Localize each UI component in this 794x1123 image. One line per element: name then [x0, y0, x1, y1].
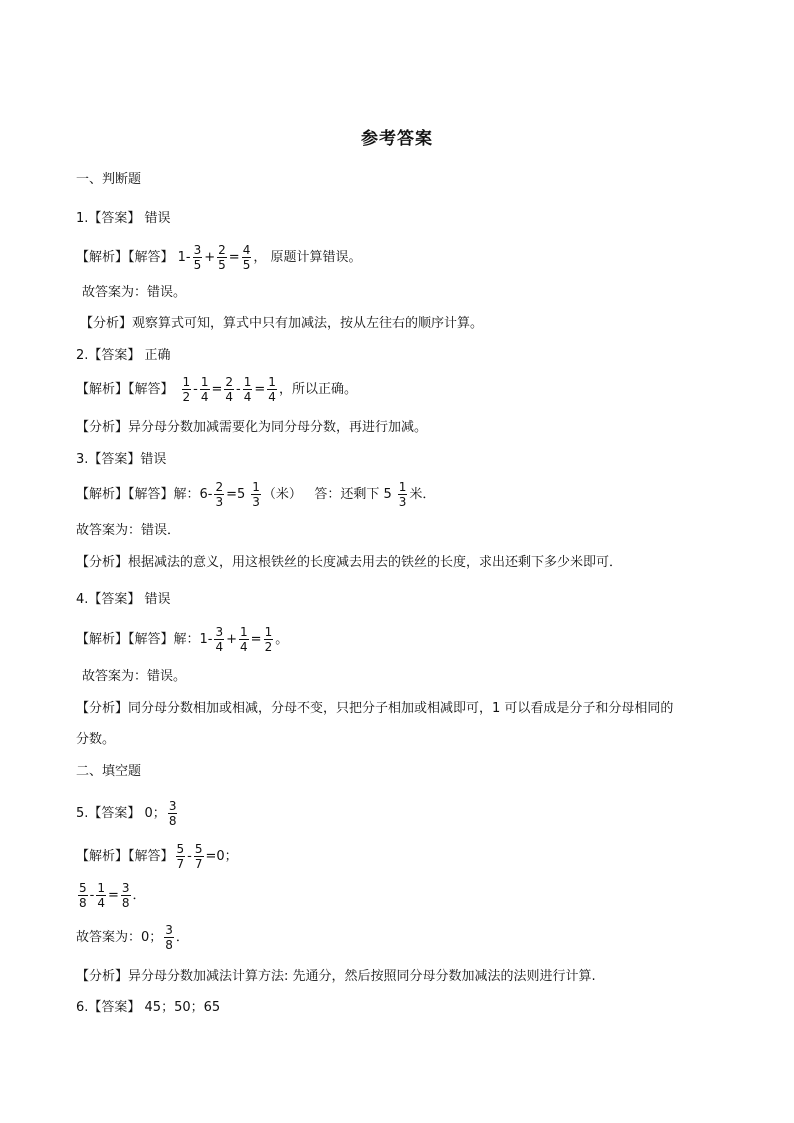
- operator: -: [193, 382, 198, 397]
- q4-analysis-line-1: 【分析】同分母分数相加或相减，分母不变，只把分子相加或相减即可，1 可以看成是分子和分母相同的: [76, 701, 674, 716]
- fraction: $\frac{1}{2}$: [264, 625, 273, 654]
- fraction: $\frac{1}{3}$: [252, 480, 260, 509]
- fraction: $\frac{5}{7}$: [194, 842, 203, 871]
- operator: -: [89, 888, 95, 903]
- fraction: $\frac{3}{8}$: [121, 881, 130, 910]
- fraction: $\frac{1}{2}$: [182, 375, 191, 404]
- q3-analysis: 【分析】根据减法的意义，用这根铁丝的长度减去用去的铁丝的长度，求出还剩下多少米即可．: [76, 555, 623, 570]
- fraction: $\frac{2}{4}$: [225, 375, 234, 404]
- fraction: $\frac{3}{8}$: [165, 923, 173, 952]
- section-heading-fill-in: 二、填空题: [76, 764, 142, 779]
- explanation-suffix: ．: [132, 888, 146, 903]
- fraction: $\frac{2}{5}$: [218, 243, 226, 272]
- explanation-prefix: 【解析】【解答】 1-: [76, 250, 191, 265]
- page-title: 参考答案: [361, 129, 433, 149]
- fraction: $\frac{1}{4}$: [268, 375, 276, 404]
- explanation-suffix: ，所以正确。: [278, 382, 357, 397]
- fraction: $\frac{1}{4}$: [200, 375, 209, 404]
- q4-conclusion: 故答案为：错误。: [82, 669, 187, 684]
- explanation-suffix: 。: [275, 632, 289, 647]
- q3-explanation: [76, 481, 435, 508]
- q1-explanation: [76, 244, 361, 271]
- operator: -: [187, 849, 192, 864]
- fraction: $\frac{3}{8}$: [168, 799, 177, 828]
- q3-conclusion: 故答案为：错误．: [76, 523, 181, 538]
- operator: +: [204, 250, 216, 265]
- fraction: $\frac{3}{5}$: [193, 243, 202, 272]
- fraction: $\frac{3}{4}$: [215, 625, 224, 654]
- explanation-suffix: =0；: [205, 849, 238, 864]
- q1-analysis: 【分析】观察算式可知，算式中只有加减法，按从左往右的顺序计算。: [80, 316, 484, 331]
- explanation-middle: =5: [226, 487, 246, 502]
- fraction: $\frac{2}{3}$: [215, 480, 224, 509]
- operator: +: [226, 632, 238, 647]
- fraction: $\frac{5}{8}$: [79, 881, 87, 910]
- q4-explanation: [76, 626, 288, 653]
- q1-conclusion: 故答案为：错误。: [82, 285, 187, 300]
- q1-answer: 1.【答案】 错误: [76, 211, 171, 226]
- q4-answer: 4.【答案】 错误: [76, 592, 171, 607]
- fraction: $\frac{1}{4}$: [240, 625, 248, 654]
- q5-explanation-line-2: [76, 882, 146, 909]
- q2-answer: 2.【答案】 正确: [76, 348, 171, 363]
- q5-analysis: 【分析】异分母分数加减法计算方法: 先通分，然后按照同分母分数加减法的法则进行计算.: [76, 969, 596, 984]
- answer-prefix: 5.【答案】 0；: [76, 806, 166, 821]
- explanation-prefix: 【解析】【解答】: [76, 849, 174, 864]
- explanation-suffix: 米．: [409, 487, 436, 502]
- q6-answer: 6.【答案】 45；50；65: [76, 1000, 221, 1015]
- explanation-suffix: ， 原题计算错误。: [253, 250, 362, 265]
- conclusion-prefix: 故答案为：0；: [76, 930, 163, 945]
- fraction: $\frac{1}{4}$: [243, 375, 252, 404]
- operator: -: [236, 382, 241, 397]
- conclusion-suffix: ．: [175, 930, 189, 945]
- fraction: $\frac{1}{3}$: [398, 480, 407, 509]
- q2-explanation: [76, 376, 357, 403]
- operator: =: [254, 382, 266, 397]
- explanation-middle: （米） 答：还剩下 5: [262, 487, 392, 502]
- q5-answer: [76, 800, 179, 827]
- operator: =: [107, 888, 119, 903]
- q5-explanation: [76, 843, 238, 870]
- explanation-prefix: 【解析】【解答】解：6-: [76, 487, 213, 502]
- section-heading-judgement: 一、判断题: [76, 172, 142, 187]
- q3-answer: 3.【答案】错误: [76, 452, 167, 467]
- q2-analysis: 【分析】异分母分数加减需要化为同分母分数，再进行加减。: [76, 420, 428, 435]
- fraction: $\frac{5}{7}$: [176, 842, 185, 871]
- explanation-prefix: 【解析】【解答】: [76, 382, 174, 397]
- q5-conclusion: [76, 924, 189, 951]
- q4-analysis-line-2: 分数。: [76, 732, 116, 747]
- fraction: $\frac{4}{5}$: [242, 243, 251, 272]
- fraction: $\frac{1}{4}$: [97, 881, 105, 910]
- operator: =: [211, 382, 223, 397]
- explanation-prefix: 【解析】【解答】解：1-: [76, 632, 213, 647]
- operator: =: [228, 250, 240, 265]
- operator: =: [250, 632, 262, 647]
